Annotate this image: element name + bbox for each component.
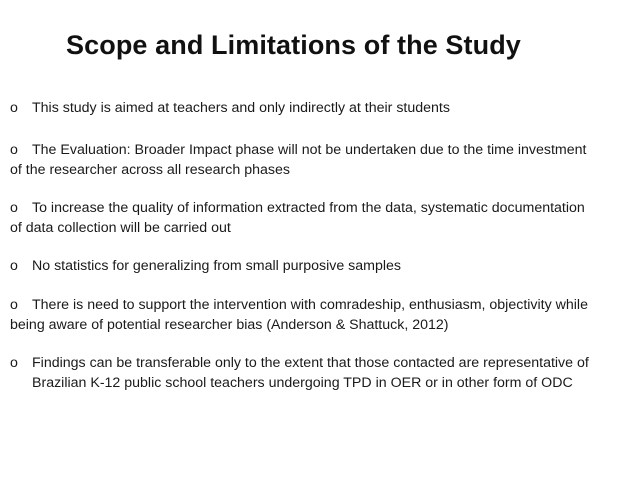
bullet-text-continued: being aware of potential researcher bias (Anderson & Shattuck, 2012) bbox=[10, 317, 449, 333]
bullet-text: Findings can be transferable only to the extent that those contacted are representative of bbox=[32, 355, 589, 371]
bullet-text: No statistics for generalizing from small purposive samples bbox=[32, 258, 402, 274]
bullet-text: There is need to support the intervention with comradeship, enthusiasm, objectivity while bbox=[32, 297, 588, 313]
bullet-marker: o bbox=[10, 297, 18, 313]
bullet-text: The Evaluation: Broader Impact phase will not be undertaken due to the time investment bbox=[32, 142, 587, 158]
bullet-text-continued: Brazilian K-12 public school teachers undergoing TPD in OER or in other form of ODC bbox=[32, 375, 573, 391]
bullet-marker: o bbox=[10, 200, 18, 216]
bullet-text: To increase the quality of information extracted from the data, systematic documentation bbox=[32, 200, 585, 216]
bullet-marker: o bbox=[10, 142, 18, 158]
bullet-item-5 bbox=[10, 295, 588, 335]
bullet-item-1 bbox=[10, 98, 450, 118]
bullet-item-2 bbox=[10, 140, 586, 180]
slide-title: Scope and Limitations of the Study bbox=[66, 30, 521, 60]
bullet-item-6 bbox=[10, 353, 589, 393]
bullet-item-3 bbox=[10, 198, 585, 238]
bullet-marker: o bbox=[10, 100, 18, 116]
bullet-marker: o bbox=[10, 355, 18, 371]
bullet-text: This study is aimed at teachers and only indirectly at their students bbox=[32, 100, 450, 116]
bullet-text-continued: of data collection will be carried out bbox=[10, 220, 231, 236]
bullet-item-4 bbox=[10, 256, 401, 276]
bullet-text-continued: of the researcher across all research phases bbox=[10, 162, 290, 178]
bullet-marker: o bbox=[10, 258, 18, 274]
